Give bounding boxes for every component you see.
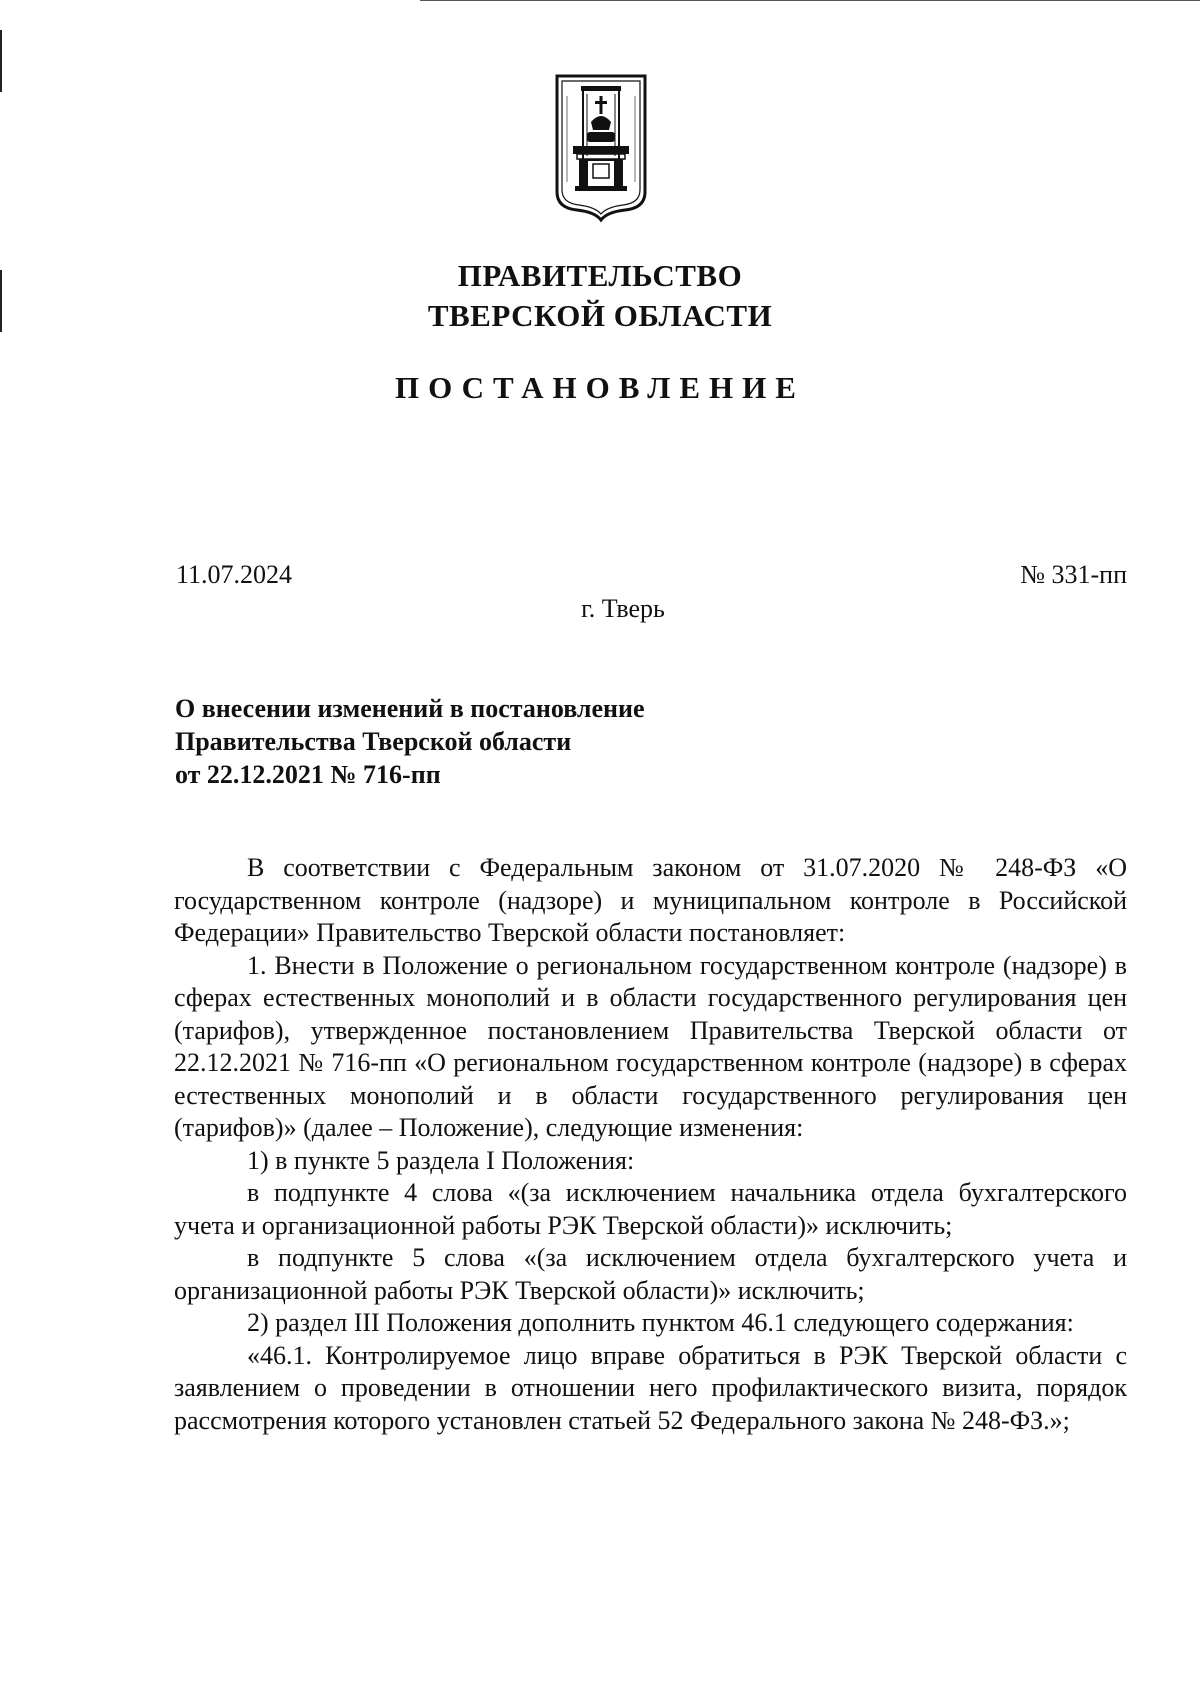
body-paragraph: в подпункте 5 слова «(за исключением отдела бухгалтерского учета и организационной работы РЭК Тверской области)» исключить; [174, 1243, 1127, 1305]
document-body [174, 852, 1127, 1437]
document-type-title: ПОСТАНОВЛЕНИЕ [395, 370, 805, 405]
body-paragraph: 2) раздел III Положения дополнить пунктом 46.1 следующего содержания: [247, 1308, 1074, 1337]
document-date: 11.07.2024 [176, 560, 293, 589]
government-title-line2: ТВЕРСКОЙ ОБЛАСТИ [427, 298, 773, 333]
subject-line: от 22.12.2021 № 716-пп [175, 760, 441, 789]
body-paragraph: в подпункте 4 слова «(за исключением начальника отдела бухгалтерского учета и организационной работы РЭК Тверской области)» исключить; [174, 1178, 1127, 1240]
subject-line: Правительства Тверской области [175, 727, 572, 756]
body-paragraph: 1. Внести в Положение о региональном государственном контроле (надзоре) в сферах естественных монополий и в области государственного регулирования цен (тарифов), утвержденное постановлением Правительства Тверской области от 22.12.2021 № 716-пп «О региональном государственном контроле (надзоре) в сферах естественных монополий и в области государственного регулирования цен (тарифов)» (далее – Положение), следующие изменения: [174, 950, 1127, 1142]
body-paragraph: «46.1. Контролируемое лицо вправе обратиться в РЭК Тверской области с заявлением о проведении в отношении него профилактического визита, порядок рассмотрения которого установлен статьей 52 Федерального закона № 248-ФЗ.»; [174, 1340, 1127, 1435]
document-number: № 331-пп [1020, 560, 1127, 589]
government-title-line1: ПРАВИТЕЛЬСТВО [457, 258, 743, 293]
body-paragraph: 1) в пункте 5 раздела I Положения: [247, 1145, 635, 1175]
document-subject [175, 692, 645, 791]
scan-edge-mark [0, 30, 2, 92]
document-city: г. Тверь [581, 594, 665, 623]
body-paragraph: В соответствии с Федеральным законом от 31.07.2020 № 248-ФЗ «О государственном контроле (надзоре) и муниципальном контроле в Российской Федерации» Правительство Тверской области постановляет: [174, 853, 1127, 947]
scan-edge-mark [420, 0, 1200, 1]
tver-coat-of-arms-icon [553, 72, 649, 224]
subject-line: О внесении изменений в постановление [175, 694, 645, 723]
